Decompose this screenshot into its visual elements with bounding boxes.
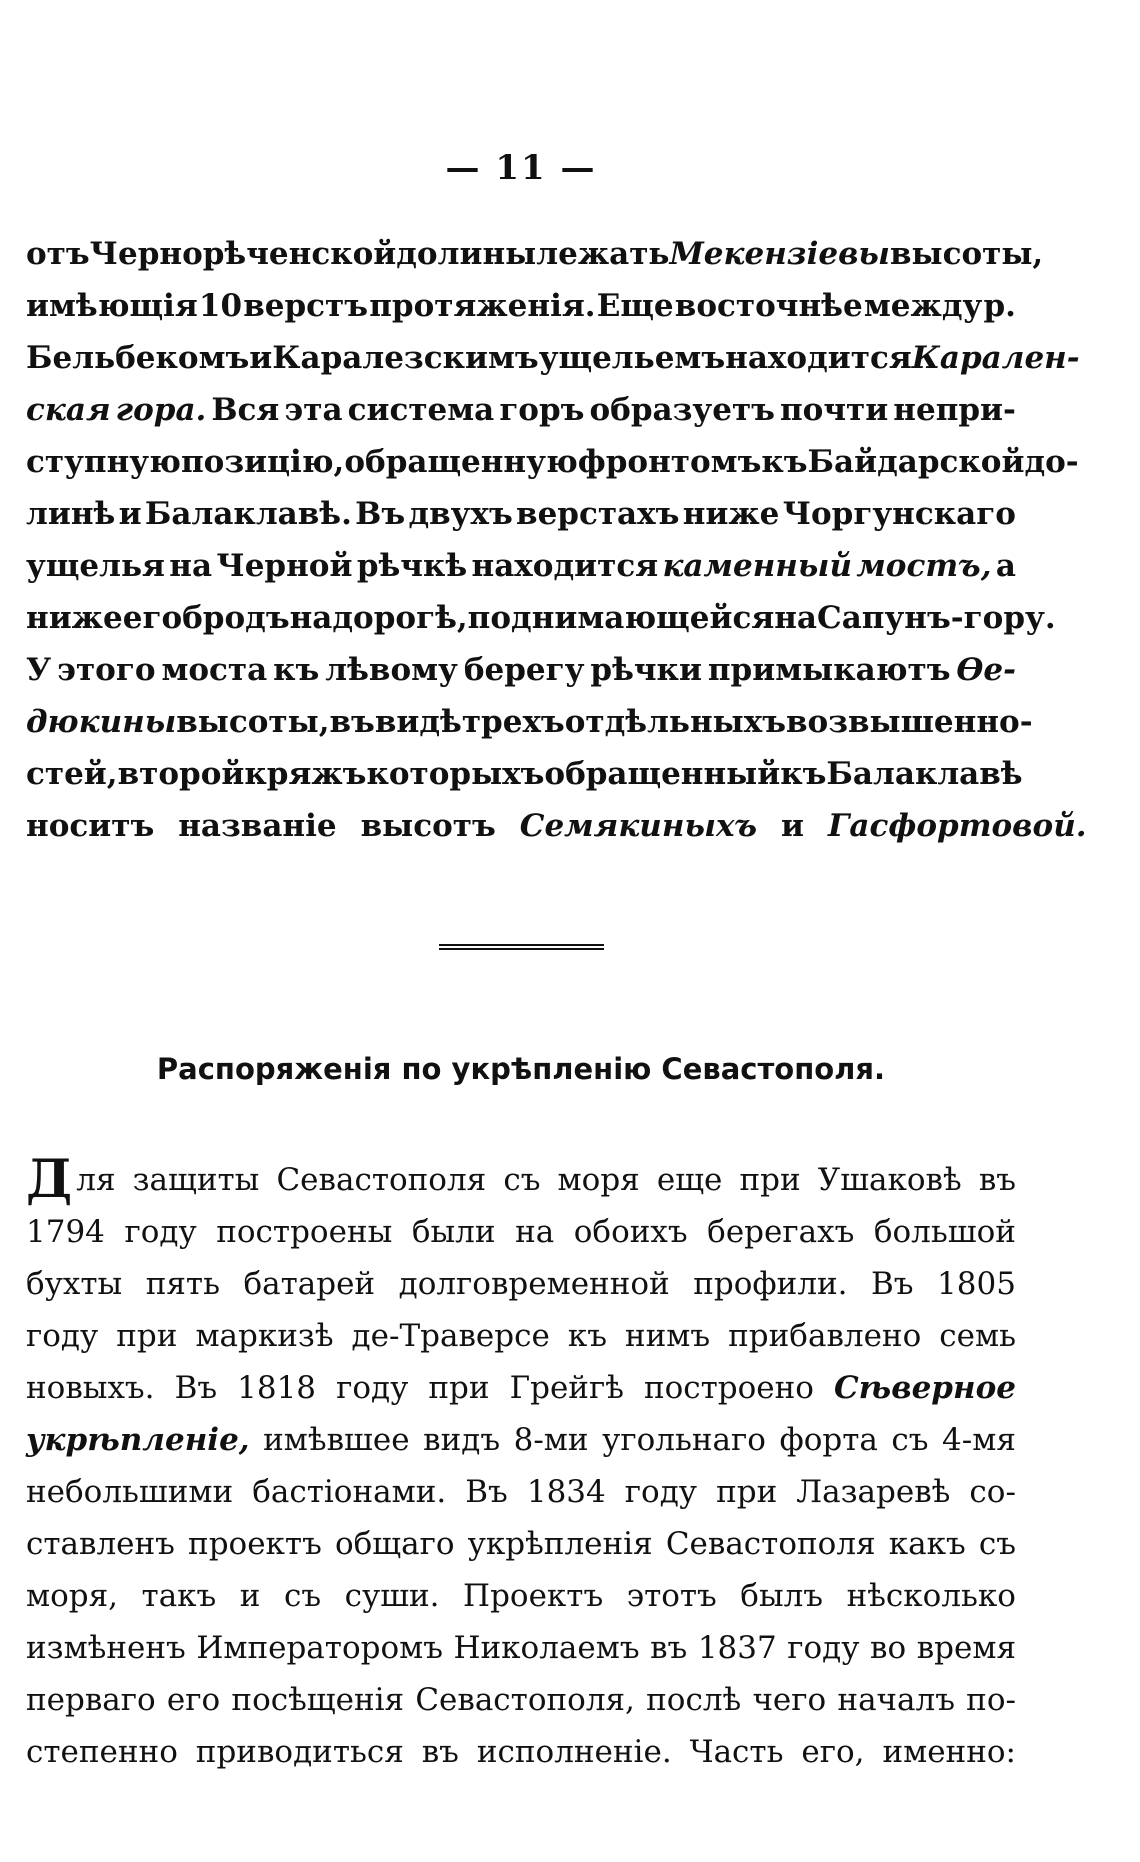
word: его, — [801, 1734, 865, 1770]
text-line — [26, 436, 1079, 488]
word: время — [916, 1630, 1016, 1666]
word: въ — [650, 1630, 688, 1666]
word: чего — [752, 1682, 827, 1718]
word: къ — [780, 756, 827, 792]
word: семь — [939, 1318, 1016, 1354]
word: рѣчкѣ — [356, 548, 468, 584]
text-line — [26, 332, 1080, 384]
word: въ — [421, 1734, 459, 1770]
word: долины — [396, 236, 537, 272]
word: еще — [656, 1162, 723, 1198]
word: былъ — [740, 1578, 824, 1614]
word: видъ — [423, 1422, 501, 1458]
word: ущельемъ — [538, 340, 726, 376]
word: позицію, — [180, 444, 345, 480]
word: на — [515, 1214, 555, 1250]
word: почти — [779, 392, 889, 428]
word: перваго — [26, 1682, 156, 1718]
word: 8-ми — [513, 1422, 589, 1458]
text-line — [26, 1674, 1016, 1726]
word: носитъ — [26, 808, 155, 844]
word: 4-мя — [942, 1422, 1016, 1458]
word: 1837 — [697, 1630, 777, 1666]
word: Еще — [596, 288, 674, 324]
word: верстъ — [243, 288, 369, 324]
word: лежать — [536, 236, 670, 272]
text-line — [26, 1149, 1016, 1210]
word: году — [124, 1214, 197, 1250]
text-line — [26, 540, 1016, 592]
word: отдѣльныхъ — [564, 704, 786, 740]
paragraph-fortification — [26, 1149, 1016, 1778]
word: съ — [891, 1422, 929, 1458]
word: защиты — [132, 1162, 260, 1198]
text-line — [26, 1466, 1016, 1518]
word: бухты — [26, 1266, 123, 1302]
word: и — [118, 496, 142, 532]
word: 1834 — [526, 1474, 606, 1510]
word: фронтомъ — [577, 444, 762, 480]
word: берегу — [463, 652, 585, 688]
word: 10 — [198, 288, 243, 324]
section-heading: Распоряженія по укрѣпленію Севастополя. — [156, 1052, 886, 1086]
word: этого — [57, 652, 156, 688]
word: общаго — [334, 1526, 455, 1562]
word: Проектъ — [463, 1578, 604, 1614]
word: между — [863, 288, 983, 324]
word: въ — [329, 704, 375, 740]
word: измѣненъ — [26, 1630, 186, 1666]
word: и — [239, 1578, 261, 1614]
word: пять — [145, 1266, 220, 1302]
text-line — [26, 800, 1087, 852]
word: году — [26, 1318, 99, 1354]
word: Часть — [689, 1734, 784, 1770]
word: Лазаревѣ — [796, 1474, 951, 1510]
word: эта — [284, 392, 343, 428]
word: У — [26, 652, 52, 688]
word: при — [428, 1370, 490, 1406]
word: Въ — [465, 1474, 508, 1510]
word: укрѣпленія — [467, 1526, 653, 1562]
word: году — [787, 1630, 860, 1666]
word: посѣщенія — [231, 1682, 405, 1718]
word: къ — [761, 444, 808, 480]
word: возвышенно- — [786, 704, 1033, 740]
text-line — [26, 1414, 1016, 1466]
word: во — [870, 1630, 907, 1666]
word: р. — [983, 288, 1016, 324]
word: Севастополя, — [415, 1682, 635, 1718]
word: съ — [978, 1526, 1016, 1562]
word: такъ — [141, 1578, 217, 1614]
word: Грейгѣ — [509, 1370, 624, 1406]
text-line — [26, 1518, 1016, 1570]
text-line — [26, 1258, 1016, 1310]
word: Севастополя — [665, 1526, 876, 1562]
word: находится — [725, 340, 912, 376]
word: система — [347, 392, 495, 428]
word: Николаемъ — [453, 1630, 640, 1666]
word: форта — [779, 1422, 878, 1458]
word: рѣчки — [590, 652, 702, 688]
text-line — [26, 1570, 1016, 1622]
word: Байдарской — [807, 444, 1025, 480]
text-line — [26, 280, 1016, 332]
paragraph-terrain — [26, 228, 1087, 852]
word: ля — [76, 1162, 116, 1198]
word: Чоргунскаго — [782, 496, 1016, 532]
word: моря — [557, 1162, 640, 1198]
word: бастіонами. — [252, 1474, 447, 1510]
word: Императоромъ — [196, 1630, 443, 1666]
word: приводиться — [195, 1734, 404, 1770]
word: этотъ — [626, 1578, 717, 1614]
text-line — [26, 1310, 1016, 1362]
text-line — [26, 696, 1033, 748]
word: исполненіе. — [476, 1734, 672, 1770]
word: моста — [161, 652, 268, 688]
word: двухъ — [408, 496, 513, 532]
word: непри- — [893, 392, 1016, 428]
word: со- — [969, 1474, 1016, 1510]
word: Чернорѣченской — [89, 236, 397, 272]
word: дорогѣ, — [332, 600, 468, 636]
word: имѣющія — [26, 288, 198, 324]
word: гора. — [115, 392, 207, 428]
word: суши. — [344, 1578, 440, 1614]
word: при — [716, 1474, 778, 1510]
word: бродъ — [182, 600, 290, 636]
text-line — [26, 488, 1016, 540]
word: на — [169, 548, 213, 584]
text-line — [26, 644, 1016, 696]
word: его — [122, 600, 183, 636]
word: кряжъ — [244, 756, 367, 792]
word: Каралезскимъ — [272, 340, 539, 376]
word: съ — [503, 1162, 541, 1198]
word: батарей — [243, 1266, 376, 1302]
word: второй — [117, 756, 245, 792]
word: къ — [273, 652, 320, 688]
word: Ушаковѣ — [817, 1162, 962, 1198]
word: горъ — [499, 392, 585, 428]
word: восточнѣе — [674, 288, 863, 324]
word: построены — [216, 1214, 393, 1250]
word: ниже — [682, 496, 780, 532]
word: Сапунъ-гору. — [817, 600, 1056, 636]
text-line — [26, 1206, 1016, 1258]
word: его — [166, 1682, 221, 1718]
text-line — [26, 228, 1044, 280]
word: на — [774, 600, 818, 636]
word: примыкаютъ — [707, 652, 951, 688]
word: и — [781, 808, 805, 844]
word: небольшими — [26, 1474, 234, 1510]
word: ступную — [26, 444, 181, 480]
word: поднимающейся — [467, 600, 775, 636]
word: нимъ — [624, 1318, 711, 1354]
word: до- — [1024, 444, 1079, 480]
word: трехъ — [461, 704, 565, 740]
word: берегахъ — [707, 1214, 855, 1250]
word: ущелья — [26, 548, 165, 584]
word: съ — [283, 1578, 322, 1614]
drop-cap: Д — [26, 1149, 73, 1210]
word: отъ — [26, 236, 90, 272]
word: высоты, — [889, 236, 1044, 272]
book-page — [26, 0, 1087, 1862]
word: при — [116, 1318, 178, 1354]
word: Гасфортовой. — [828, 808, 1087, 844]
word: послѣ — [646, 1682, 742, 1718]
text-line — [26, 1622, 1016, 1674]
word: при — [739, 1162, 801, 1198]
word: маркизѣ — [195, 1318, 334, 1354]
word: проектъ — [188, 1526, 322, 1562]
page-number: — 11 — — [445, 148, 597, 188]
word: имѣвшее — [263, 1422, 410, 1458]
word: Севастополя — [276, 1162, 487, 1198]
word: большой — [873, 1214, 1016, 1250]
word: ставленъ — [26, 1526, 175, 1562]
word: Карален- — [911, 340, 1080, 376]
word: Семякиныхъ — [519, 808, 758, 844]
text-line — [26, 384, 1016, 436]
word: Ѳе- — [956, 652, 1016, 688]
word: 1818 — [237, 1370, 317, 1406]
word: на — [289, 600, 333, 636]
word: новыхъ. — [26, 1370, 155, 1406]
word: укрѣпленіе, — [26, 1422, 250, 1458]
text-line — [26, 1726, 1016, 1778]
word: обращенную — [344, 444, 578, 480]
word: Въ — [174, 1370, 218, 1406]
word: находится — [471, 548, 659, 584]
word: лѣвому — [325, 652, 458, 688]
word: къ — [567, 1318, 607, 1354]
word: обращенный — [544, 756, 781, 792]
word: стей, — [26, 756, 118, 792]
word: какъ — [888, 1526, 966, 1562]
word: образуетъ — [589, 392, 775, 428]
word: протяженія. — [369, 288, 596, 324]
word: Мекензіевы — [669, 236, 890, 272]
word: верстахъ — [516, 496, 680, 532]
word: построено — [643, 1370, 814, 1406]
word: 1794 — [26, 1214, 105, 1250]
word: прибавлено — [728, 1318, 922, 1354]
first-word — [26, 1149, 116, 1210]
word: Въ — [355, 496, 406, 532]
word: высоты, — [176, 704, 330, 740]
word: Сѣверное — [834, 1370, 1016, 1406]
word: обоихъ — [573, 1214, 688, 1250]
section-divider — [439, 944, 604, 953]
word: степенно — [26, 1734, 178, 1770]
word: линѣ — [26, 496, 116, 532]
word: названіе — [178, 808, 337, 844]
word: Вся — [211, 392, 280, 428]
word: моря, — [26, 1578, 119, 1614]
word: Балаклавѣ. — [144, 496, 352, 532]
word: началъ — [837, 1682, 955, 1718]
text-line — [26, 1362, 1016, 1414]
word: профили. — [693, 1266, 848, 1302]
word: въ — [978, 1162, 1016, 1198]
word: году — [336, 1370, 409, 1406]
word: ниже — [26, 600, 123, 636]
word: 1805 — [937, 1266, 1016, 1302]
word: году — [624, 1474, 698, 1510]
text-line — [26, 748, 1023, 800]
text-line — [26, 592, 1056, 644]
word: ская — [26, 392, 111, 428]
word: видѣ — [374, 704, 462, 740]
word: по- — [966, 1682, 1016, 1718]
word: Черной — [216, 548, 353, 584]
word: были — [411, 1214, 496, 1250]
word: де-Траверсе — [351, 1318, 550, 1354]
word: мостъ, — [856, 548, 992, 584]
word: нѣсколько — [846, 1578, 1016, 1614]
word: дюкины — [26, 704, 177, 740]
word: Въ — [871, 1266, 914, 1302]
word: угольнаго — [602, 1422, 766, 1458]
word: которыхъ — [366, 756, 545, 792]
word: Бельбекомъ — [26, 340, 250, 376]
word: долговременной — [398, 1266, 670, 1302]
word: каменный — [662, 548, 852, 584]
word: Балаклавѣ — [826, 756, 1023, 792]
word: а — [995, 548, 1016, 584]
word: и — [249, 340, 273, 376]
word: высотъ — [360, 808, 496, 844]
word: именно: — [882, 1734, 1016, 1770]
